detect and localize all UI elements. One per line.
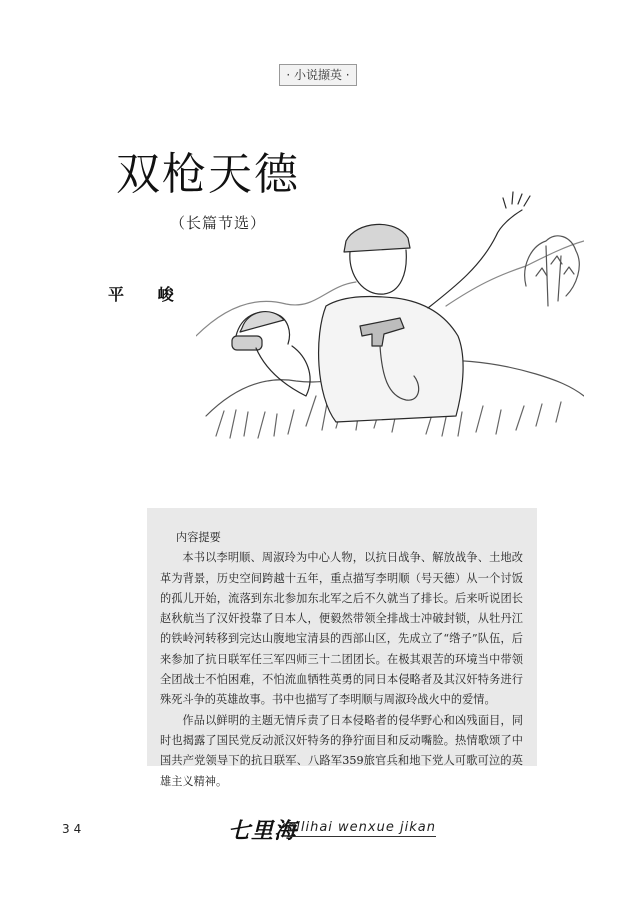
article-subtitle: （长篇节选）	[170, 214, 267, 232]
article-title: 双枪天德	[116, 149, 300, 200]
soldier-raised-arm	[428, 192, 530, 308]
magazine-pinyin: qilihai wenxue jikan	[287, 820, 436, 835]
soldier-helmet	[240, 312, 284, 332]
summary-paragraph: 本书以李明顺、周淑玲为中心人物，以抗日战争、解放战争、土地改革为背景，历史空间跨越十五年，重点描写李明顺（号天德）从一个讨饭的孤儿开始，流落到东北参加东北军之后不久就当了排长。后来听说团长赵秋航当了汉奸投靠了日本人，便毅然带领全排战士冲破封锁，从牡丹江的铁岭河转移到完达山腹地宝清县的西部山区，先成立了“绺子”队伍，后来参加了抗日联军任三军四师三十二团团长。在极其艰苦的环境当中带领全团战士不怕困难，不怕流血牺牲英勇的同日本侵略者及其汉奸特务进行殊死斗争的英雄故事。书中也描写了李明顺与周淑玲战火中的爱情。	[160, 551, 523, 707]
soldier-body	[256, 346, 310, 396]
summary-paragraph: 作品以鲜明的主题无情斥责了日本侵略者的侵华野心和凶残面目，同时也揭露了国民党反动派汉奸特务的狰狞面目和反动嘴脸。热情歌颂了中国共产党领导下的抗日联军、八路军359旅官兵和地下党人可歌可泣的英雄主义精神。	[160, 713, 523, 788]
soldier-face	[350, 250, 406, 294]
author-name: 平 峻	[108, 285, 188, 304]
soldier-torso	[319, 296, 464, 422]
column-label: · 小说撷英 ·	[279, 64, 357, 86]
binoculars-icon	[232, 336, 262, 350]
summary-box	[147, 508, 537, 788]
soldiers-illustration	[196, 186, 584, 448]
summary-heading: 内容提要	[176, 531, 221, 544]
hill-line	[446, 241, 584, 306]
tree-icon	[536, 256, 574, 276]
magazine-logo: 七里海	[228, 818, 298, 844]
soldier-cap	[344, 224, 410, 252]
page-number: 34	[62, 822, 86, 836]
